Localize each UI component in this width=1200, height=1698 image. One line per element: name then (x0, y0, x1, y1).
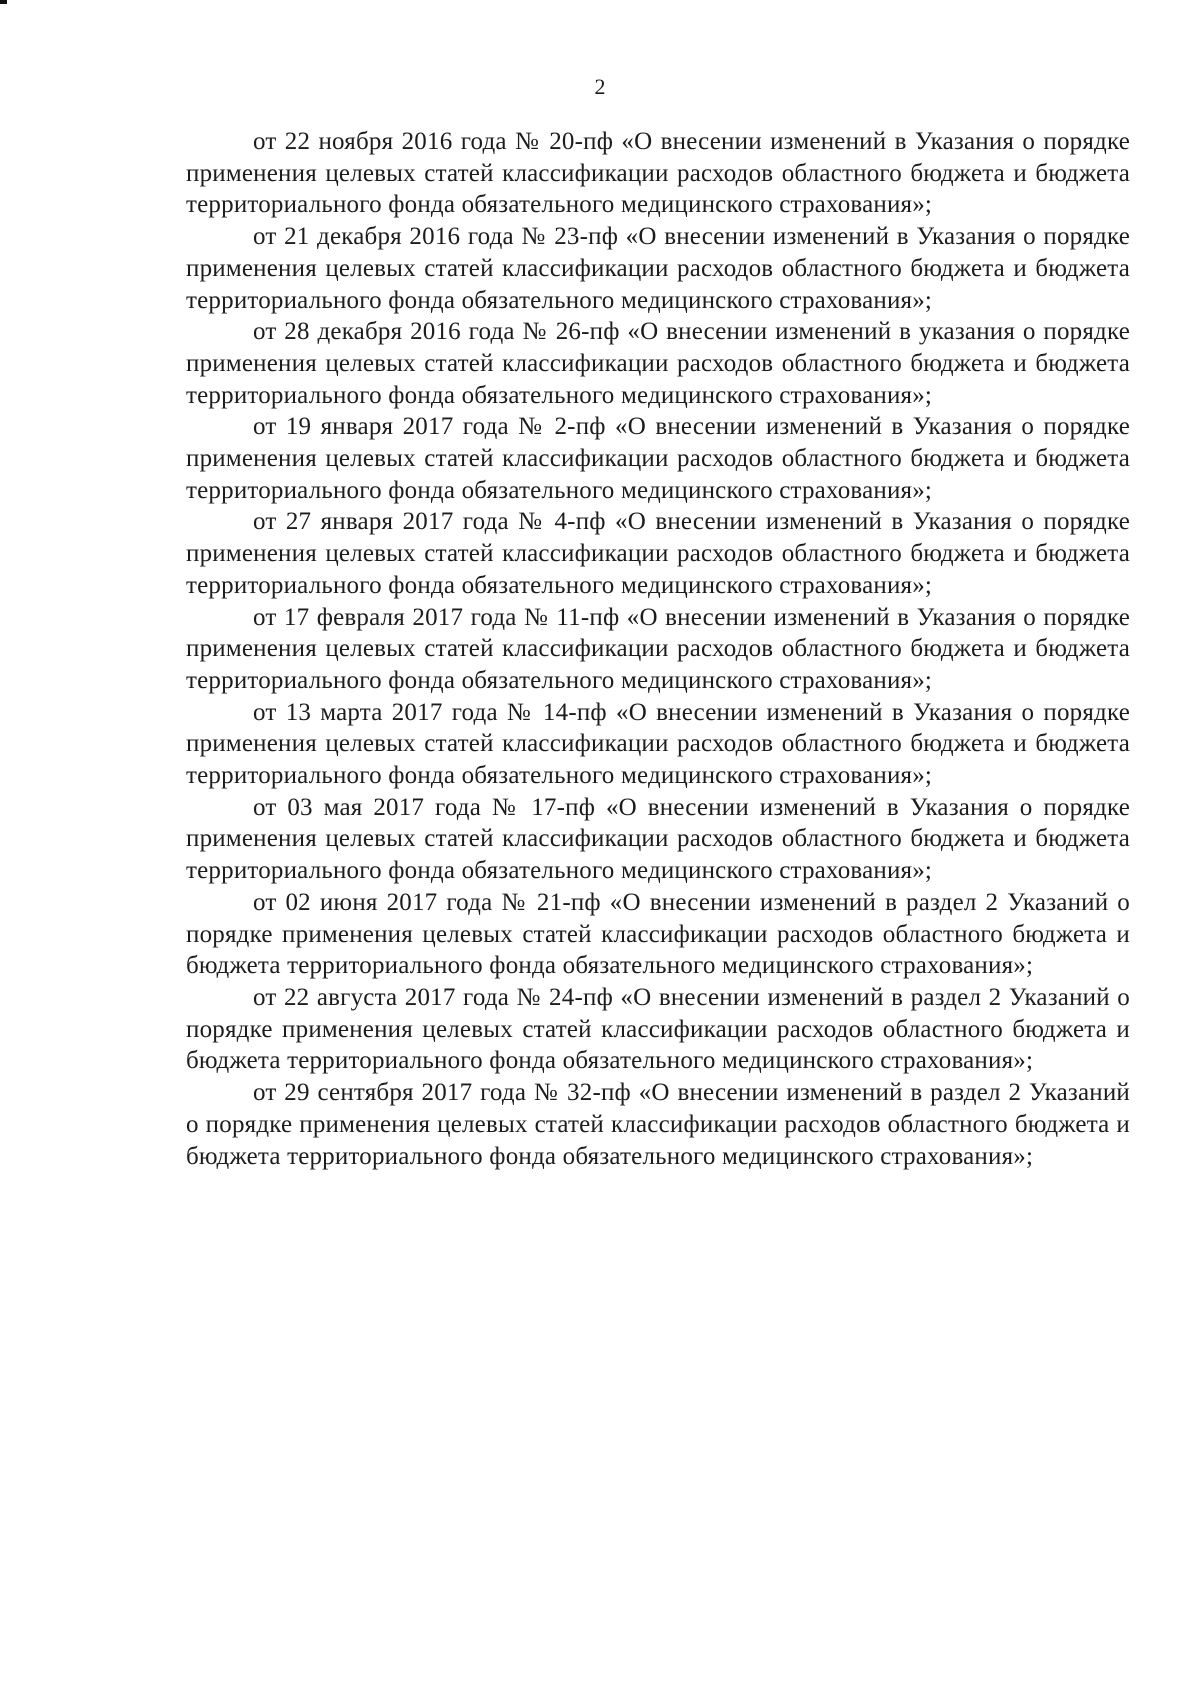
scan-edge-mark (0, 0, 7, 4)
list-item: от 21 декабря 2016 года № 23-пф «О внесении изменений в Указания о порядке применения целевых статей классификации расходов областного бюджета и бюджета территориального фонда обязательного медицинского страхования»; (186, 223, 1130, 314)
list-item: от 19 января 2017 года № 2-пф «О внесении изменений в Указания о порядке применения целевых статей классификации расходов областного бюджета и бюджета территориального фонда обязательного медицинского страхования»; (186, 413, 1130, 504)
list-item: от 03 мая 2017 года № 17-пф «О внесении изменений в Указания о порядке применения целевых статей классификации расходов областного бюджета и бюджета территориального фонда обязательного медицинского страхования»; (186, 793, 1130, 885)
document-body (186, 126, 1130, 1172)
list-item: от 27 января 2017 года № 4-пф «О внесении изменений в Указания о порядке применения целевых статей классификации расходов областного бюджета и бюджета территориального фонда обязательного медицинского страхования»; (186, 508, 1130, 599)
list-item: от 13 марта 2017 года № 14-пф «О внесении изменений в Указания о порядке применения целевых статей классификации расходов областного бюджета и бюджета территориального фонда обязательного медицинского страхования»; (186, 698, 1130, 790)
list-item: от 17 февраля 2017 года № 11-пф «О внесении изменений в Указания о порядке применения целевых статей классификации расходов областного бюджета и бюджета территориального фонда обязательного медицинского страхования»; (186, 603, 1130, 694)
list-item: от 22 ноября 2016 года № 20-пф «О внесении изменений в Указания о порядке применения целевых статей классификации расходов областного бюджета и бюджета территориального фонда обязательного медицинского страхования»; (186, 128, 1130, 219)
list-item: от 22 августа 2017 года № 24-пф «О внесении изменений в раздел 2 Указаний о порядке применения целевых статей классификации расходов областного бюджета и бюджета территориального фонда обязательного медицинского страхования»; (186, 983, 1130, 1075)
list-item: от 29 сентября 2017 года № 32-пф «О внесении изменений в раздел 2 Указаний о порядке применения целевых статей классификации расходов областного бюджета и бюджета территориального фонда обязательного медицинского страхования»; (186, 1079, 1130, 1170)
list-item: от 28 декабря 2016 года № 26-пф «О внесении изменений в указания о порядке применения целевых статей классификации расходов областного бюджета и бюджета территориального фонда обязательного медицинского страхования»; (186, 318, 1130, 409)
list-item: от 02 июня 2017 года № 21-пф «О внесении изменений в раздел 2 Указаний о порядке применения целевых статей классификации расходов областного бюджета и бюджета территориального фонда обязательного медицинского страхования»; (186, 888, 1130, 980)
page-number: 2 (594, 74, 606, 99)
